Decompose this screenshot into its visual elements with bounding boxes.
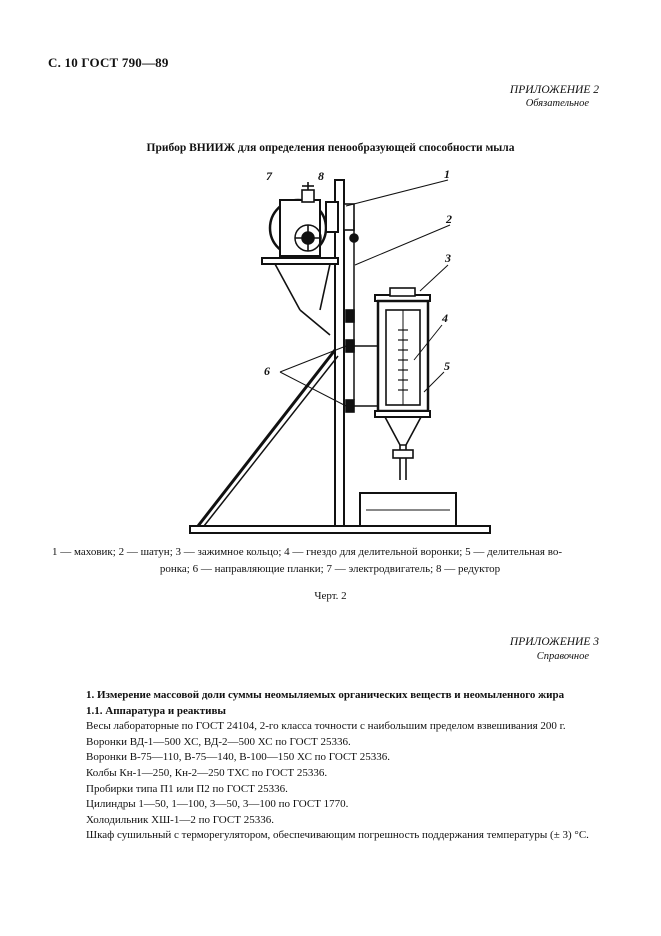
body-line: Холодильник ХШ-1—2 по ГОСТ 25336.: [86, 813, 274, 826]
appendix-2-status: Обязательное: [525, 98, 589, 109]
callout-4: 4: [442, 311, 448, 325]
figure-title: Прибор ВНИИЖ для определения пенообразующей способности мыла: [146, 142, 515, 154]
body-line: Колбы Кн-1—250, Кн-2—250 ТХС по ГОСТ 25336.: [86, 766, 328, 779]
appendix-3-label: ПРИЛОЖЕНИЕ 3: [509, 636, 599, 648]
section-subheading: 1.1. Аппаратура и реактивы: [86, 704, 227, 717]
figure-caption: Черт. 2: [314, 590, 347, 602]
callout-8: 8: [318, 169, 324, 183]
body-line: Цилиндры 1—50, 1—100, 3—50, 3—100 по ГОСТ 1770.: [86, 798, 349, 811]
appendix-3-status: Справочное: [536, 651, 589, 662]
body-line: Пробирки типа П1 или П2 по ГОСТ 25336.: [86, 782, 288, 795]
section-heading: 1. Измерение массовой доли суммы неомыляемых органических веществ и неомыленного жира: [86, 689, 565, 701]
section-body: [86, 688, 606, 844]
body-line: Весы лабораторные по ГОСТ 24104, 2-го класса точности с наибольшим пределом взвешивания 200 г.: [86, 720, 566, 733]
callout-7: 7: [266, 169, 272, 183]
callout-6: 6: [264, 364, 270, 378]
legend-line-1: 1 — маховик; 2 — шатун; 3 — зажимное кольцо; 4 — гнездо для делительной воронки; 5 — делительная во-: [52, 546, 563, 558]
appendix-2-label: ПРИЛОЖЕНИЕ 2: [509, 84, 599, 96]
apparatus-drawing: [180, 160, 510, 535]
page-header: С. 10 ГОСТ 790—89: [48, 55, 169, 70]
body-line: Воронки В-75—110, В-75—140, В-100—150 ХС по ГОСТ 25336.: [86, 751, 391, 764]
body-line: Воронки ВД-1—500 ХС, ВД-2—500 ХС по ГОСТ 25336.: [86, 735, 351, 748]
callout-5: 5: [444, 359, 450, 373]
callout-1: 1: [444, 167, 450, 181]
callout-3: 3: [445, 251, 451, 265]
body-line: Шкаф сушильный с терморегулятором, обеспечивающим погрешность поддержания температуры (± 3) °С.: [86, 829, 589, 842]
legend-line-2: ронка; 6 — направляющие планки; 7 — электродвигатель; 8 — редуктор: [159, 563, 501, 575]
callout-2: 2: [446, 212, 452, 226]
figure-legend: [52, 544, 608, 578]
